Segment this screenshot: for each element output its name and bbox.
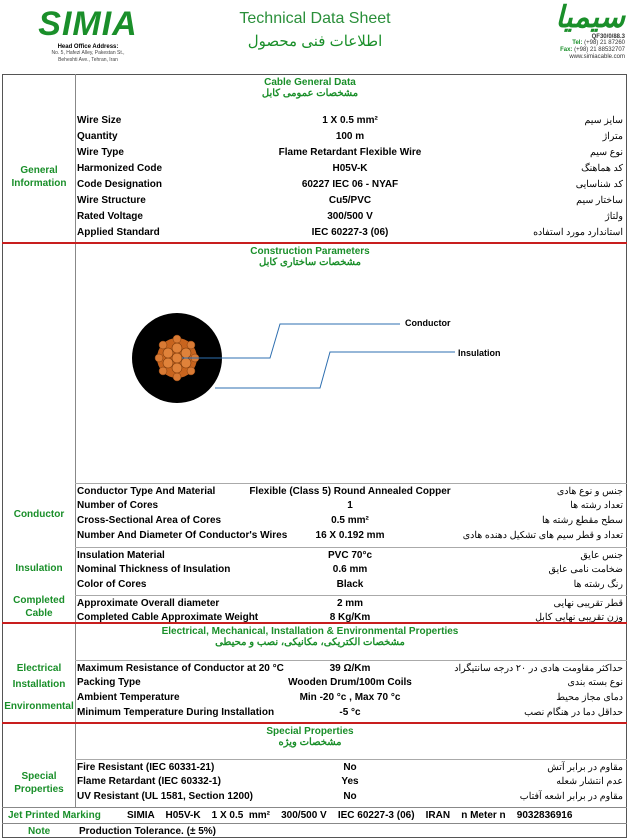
- table-row: [75, 528, 627, 544]
- quality-code: QF30/0/88.3: [591, 34, 625, 40]
- marking-text: SIMIA H05V-K 1 X 0.5 mm² 300/500 V IEC 60227-3 (06) IRAN n Meter n 9032836916: [127, 810, 573, 821]
- table-row: [75, 145, 627, 161]
- office-address-line-2: Beheshti Ave., Tehran, Iran: [58, 57, 118, 63]
- row-label-fa: قطر تقریبی نهایی: [553, 598, 623, 609]
- section-divider: [2, 722, 627, 724]
- row-value: 60227 IEC 06 - NYAF: [301, 179, 399, 190]
- row-label-en: Nominal Thickness of Insulation: [77, 564, 231, 575]
- row-value: IEC 60227-3 (06): [311, 227, 389, 238]
- cable-cross-section-diagram: [120, 300, 540, 420]
- special-section-title: [75, 726, 545, 748]
- construction-title-en: Construction Parameters: [250, 246, 370, 257]
- row-label-en: Code Designation: [77, 179, 163, 190]
- row-label-en: Applied Standard: [77, 227, 160, 238]
- document-title-block: [200, 10, 430, 50]
- row-label-fa: سطح مقطع رشته ها: [542, 515, 623, 526]
- row-label-fa: سایز سیم: [584, 115, 623, 126]
- general-section-title: [75, 77, 545, 99]
- simia-logo: SIMIA: [38, 5, 138, 43]
- row-value: 100 m: [335, 131, 365, 142]
- fax-value: (+98) 21 88532707: [574, 47, 625, 53]
- row-value: No: [343, 762, 357, 773]
- row-label-fa: جنس و نوع هادی: [556, 486, 623, 497]
- row-label-en: Wire Type: [77, 147, 124, 158]
- row-label-fa: کد شناسایی: [575, 179, 623, 190]
- row-label-fa: ساختار سیم: [576, 195, 623, 206]
- row-label-en: Approximate Overall diameter: [77, 598, 220, 609]
- fax-line: [480, 47, 625, 54]
- completed-cable-side-label: Completed Cable: [13, 595, 65, 619]
- row-label-fa: رنگ رشته ها: [573, 579, 623, 590]
- note-text: Production Tolerance. (± 5%): [79, 826, 216, 837]
- document-title: Technical Data Sheet: [239, 10, 391, 27]
- row-label-en: Ambient Temperature: [77, 692, 180, 703]
- row-value: 1 X 0.5 mm²: [322, 115, 378, 126]
- row-value: No: [343, 791, 357, 802]
- special-properties-side-label: Special Properties: [14, 771, 64, 795]
- row-value: 2 mm: [336, 598, 364, 609]
- insulation-side-label: Insulation: [15, 563, 63, 574]
- row-value: Min -20 °c , Max 70 °c: [299, 692, 401, 703]
- row-label-en: Wire Structure: [77, 195, 146, 206]
- row-label-en: Completed Cable Approximate Weight: [77, 612, 259, 623]
- row-label-fa: حداکثر مقاومت هادی در ۲۰ درجه سانتیگراد: [454, 663, 623, 674]
- row-label-fa: نوع بسته بندی: [567, 677, 623, 688]
- row-label-en: Cross-Sectional Area of Cores: [77, 515, 222, 526]
- table-row: [75, 774, 627, 790]
- row-label-fa: مقاوم در برابر اشعه آفتاب: [519, 791, 623, 802]
- table-row: [75, 562, 627, 578]
- special-title-fa: مشخصات ویژه: [278, 737, 342, 748]
- row-value: Cu5/PVC: [328, 195, 372, 206]
- row-label-fa: وزن تقریبی نهایی کابل: [535, 612, 623, 623]
- jet-printed-marking-row: [2, 807, 627, 824]
- insulation-callout: Insulation: [458, 348, 501, 358]
- environmental-side-label: Environmental: [4, 701, 74, 712]
- fax-label: Fax:: [560, 47, 573, 53]
- construction-section-title: [75, 246, 545, 268]
- row-value: PVC 70°c: [327, 550, 373, 561]
- row-value: 300/500 V: [327, 211, 373, 222]
- row-label-fa: دمای مجاز محیط: [556, 692, 623, 703]
- table-row: [75, 209, 627, 225]
- company-header-right: [480, 2, 625, 61]
- section-divider: [2, 242, 627, 244]
- conductor-side-label: Conductor: [13, 509, 65, 520]
- table-row: [75, 675, 627, 691]
- table-row: [75, 690, 627, 706]
- row-label-en: Fire Resistant (IEC 60331-21): [77, 762, 215, 773]
- row-label-fa: متراژ: [602, 131, 623, 142]
- electrical-section-title: [75, 626, 545, 648]
- row-label-fa: عدم انتشار شعله: [556, 776, 623, 787]
- row-label-fa: تعداد رشته ها: [570, 500, 623, 511]
- row-value: Black: [336, 579, 364, 590]
- table-row: [75, 129, 627, 145]
- row-value: 1: [347, 500, 353, 511]
- special-title-en: Special Properties: [266, 726, 354, 737]
- table-row: [75, 705, 627, 721]
- electrical-title-en: Electrical, Mechanical, Installation & Environmental Properties: [161, 626, 459, 637]
- table-row: [75, 225, 627, 241]
- table-row: [75, 577, 627, 593]
- electrical-side-label: Electrical: [16, 663, 62, 674]
- row-value: Yes: [341, 776, 359, 787]
- document-title-fa: اطلاعات فنی محصول: [247, 33, 383, 50]
- row-value: 39 Ω/Km: [329, 663, 371, 674]
- row-label-fa: تعداد و قطر سیم های تشکیل دهنده هادی: [462, 530, 623, 541]
- table-row: [75, 177, 627, 193]
- website-link[interactable]: www.simiacable.com: [569, 54, 625, 60]
- construction-title-fa: مشخصات ساختاری کابل: [259, 257, 361, 268]
- conductor-callout: Conductor: [405, 318, 451, 328]
- general-title-fa: مشخصات عمومی کابل: [261, 88, 359, 99]
- row-value: 16 X 0.192 mm: [315, 530, 385, 541]
- note-row: [2, 823, 627, 839]
- row-label-fa: مقاوم در برابر آتش: [547, 762, 623, 773]
- row-label-fa: کد هماهنگ: [581, 163, 623, 174]
- row-label-en: Number of Cores: [77, 500, 159, 511]
- row-label-en: Quantity: [77, 131, 118, 142]
- simia-logo-fa: سیمیا: [555, 1, 625, 34]
- row-value: 0.5 mm²: [331, 515, 369, 526]
- row-label-fa: جنس عایق: [580, 550, 623, 561]
- row-label-fa: ولتاژ: [605, 211, 623, 222]
- row-label-en: UV Resistant (UL 1581, Section 1200): [77, 791, 253, 802]
- insulation-leader-line: [215, 352, 455, 388]
- note-label: Note: [28, 826, 51, 837]
- row-label-en: Maximum Resistance of Conductor at 20 °C: [77, 663, 284, 674]
- row-value: Wooden Drum/100m Coils: [288, 677, 412, 688]
- row-label-en: Flame Retardant (IEC 60332-1): [77, 776, 221, 787]
- installation-side-label: Installation: [12, 679, 66, 690]
- row-value: Flexible (Class 5) Round Annealed Copper: [249, 486, 451, 497]
- table-row: [75, 113, 627, 129]
- general-title-en: Cable General Data: [264, 77, 356, 88]
- row-label-fa: حداقل دما در هنگام نصب: [524, 707, 623, 718]
- tel-value: (+98) 21 87260: [584, 40, 625, 46]
- office-address-title: Head Office Address:: [57, 44, 119, 50]
- tel-line: [480, 40, 625, 47]
- table-row: [75, 513, 627, 529]
- row-label-en: Packing Type: [77, 677, 141, 688]
- tel-label: Tel:: [572, 40, 583, 46]
- electrical-title-fa: مشخصات الکتریکی، مکانیکی، نصب و محیطی: [215, 637, 405, 648]
- table-row: [75, 498, 627, 514]
- office-address-line-1: No. 5, Hafezi Alley, Pakestan St.,: [51, 50, 125, 56]
- row-value: 8 Kg/Km: [329, 612, 371, 623]
- row-label-fa: ضخامت نامی عایق: [548, 564, 623, 575]
- row-value: 0.6 mm: [332, 564, 368, 575]
- general-information-label: General Information: [11, 165, 67, 189]
- row-label-en: Minimum Temperature During Installation: [77, 707, 275, 718]
- table-row: [75, 789, 627, 805]
- row-label-en: Insulation Material: [77, 550, 165, 561]
- row-label-en: Rated Voltage: [77, 211, 143, 222]
- row-label-en: Harmonized Code: [77, 163, 163, 174]
- row-label-fa: استاندارد مورد استفاده: [533, 227, 623, 238]
- row-value: Flame Retardant Flexible Wire: [278, 147, 422, 158]
- row-label-en: Color of Cores: [77, 579, 147, 590]
- section-divider: [2, 622, 627, 624]
- row-value: -5 °c: [339, 707, 361, 718]
- company-header-left: [8, 6, 168, 64]
- row-label-en: Number And Diameter Of Conductor's Wires: [77, 530, 288, 541]
- row-value: H05V-K: [332, 163, 368, 174]
- row-label-fa: نوع سیم: [589, 147, 623, 158]
- table-row: [75, 161, 627, 177]
- marking-label: Jet Printed Marking: [8, 810, 101, 821]
- row-label-en: Conductor Type And Material: [77, 486, 216, 497]
- row-label-en: Wire Size: [77, 115, 122, 126]
- table-row: [75, 193, 627, 209]
